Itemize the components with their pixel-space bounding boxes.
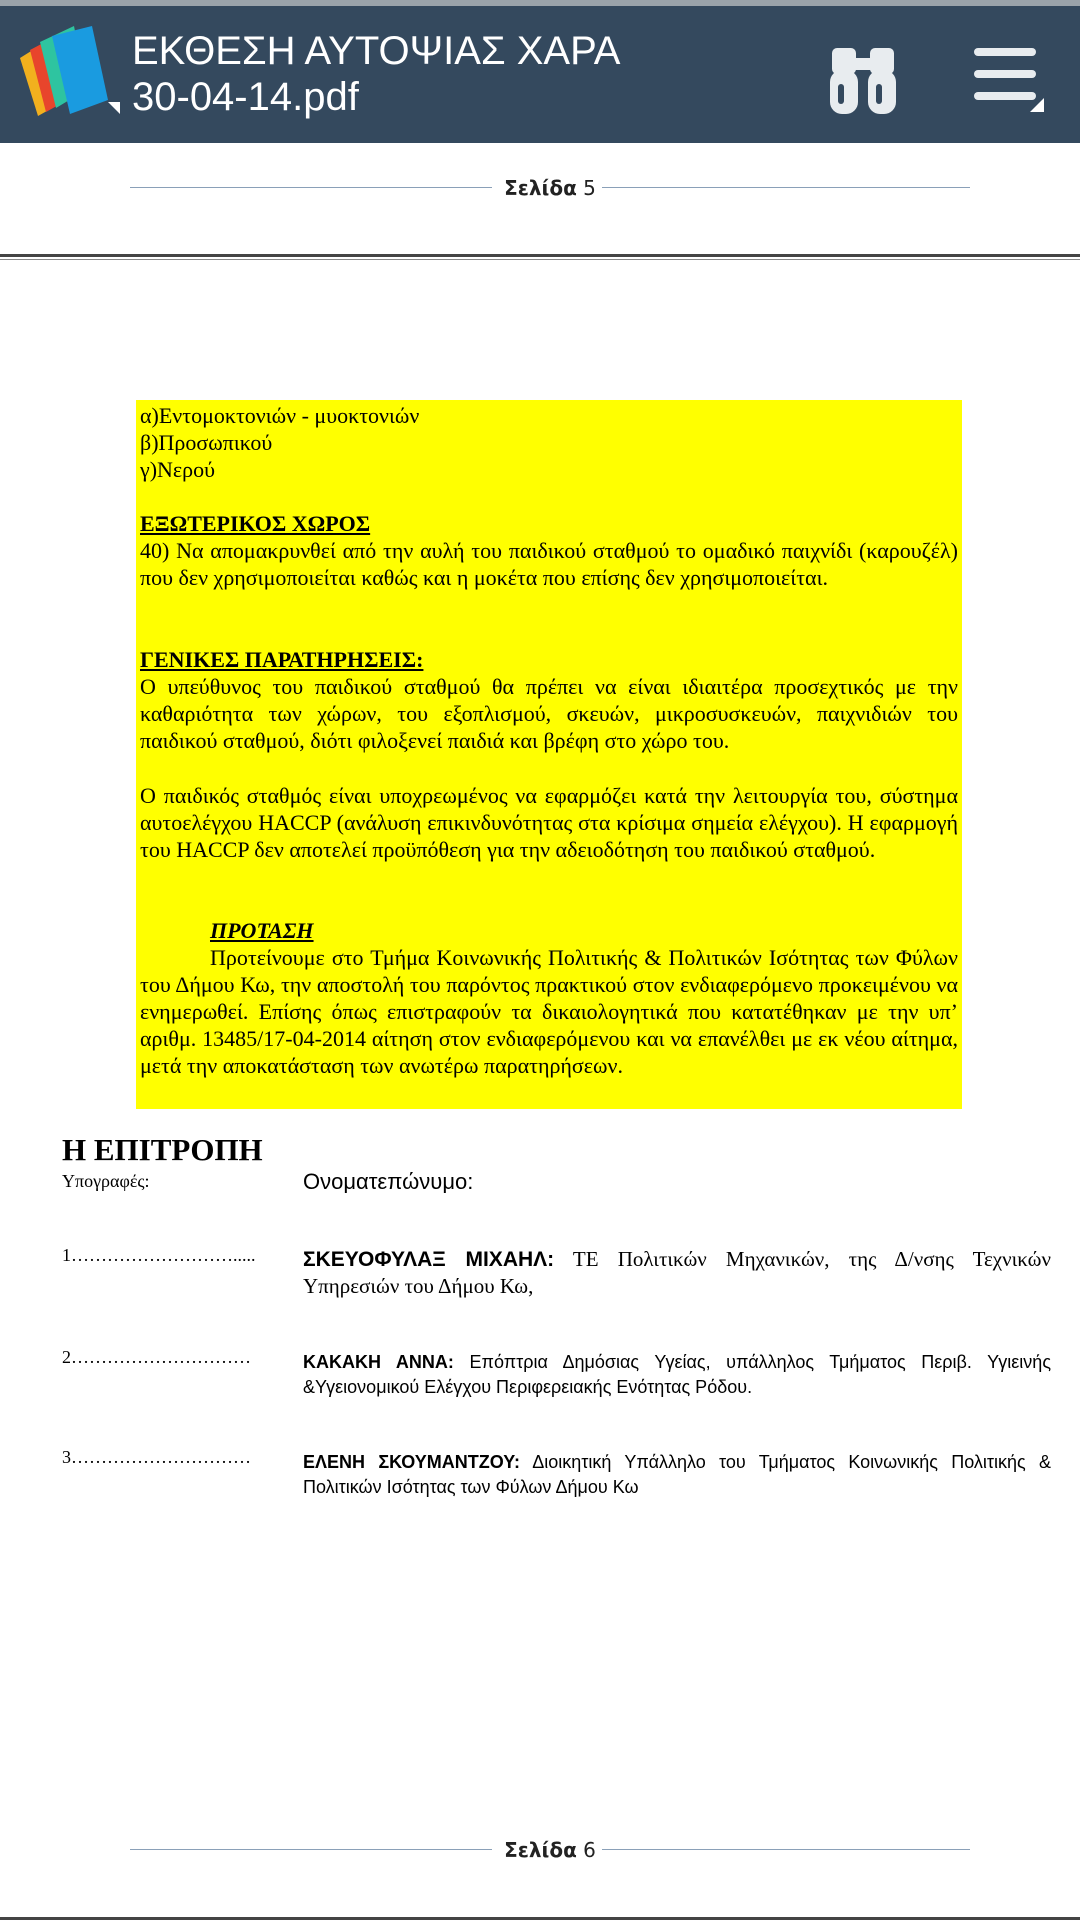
committee-member-3 [303, 1450, 1051, 1500]
page-label-6 [130, 1835, 970, 1865]
page-separator-shadow [0, 259, 1080, 260]
exterior-heading: ΕΞΩΤΕΡΙΚΟΣ ΧΩΡΟΣ [140, 511, 371, 536]
proposal-section [140, 917, 958, 1079]
page-number: 5 [583, 176, 596, 200]
proposal-heading: ΠΡΟΤΑΣΗ [210, 918, 314, 943]
page-number: 6 [583, 1838, 596, 1862]
polaris-office-logo[interactable] [12, 20, 122, 120]
committee-member-1 [303, 1246, 1051, 1300]
signature-line-2: 2………………………… [62, 1347, 251, 1367]
exterior-text: 40) Να απομακρυνθεί από την αυλή του παιδικού σταθμού το ομαδικό παιχνίδι (καρουζέλ) που δεν χρησιμοποιείται καθώς και η μοκέτα που επίσης δεν χρησιμοποιείται. [140, 538, 958, 590]
member-name: ΕΛΕΝΗ ΣΚΟΥΜΑΝΤΖΟΥ: [303, 1452, 520, 1472]
list-item: α)Εντομοκτονιών - μυοκτονιών [140, 403, 420, 428]
page-word: Σελίδα [504, 1838, 577, 1862]
page-label-5 [130, 173, 970, 203]
proposal-text: Προτείνουμε στο Τμήμα Κοινωνικής Πολιτικής & Πολιτικών Ισότητας των Φύλων του Δήμου Κω, την αποστολή του παρόντος πρακτικού στον ενδιαφερόμενο προκειμένου να ενημερωθεί. Επίσης όπως επιστραφούν τα δικαιολογητικά που κατατέθηκαν με την υπ’ αριθμ. 13485/17-04-2014 αίτηση στον ενδιαφερόμενου και να επανέλθει με εκ νέου αίτημα, μετά την αποκατάσταση των ανωτέρω παρατηρήσεων. [140, 945, 958, 1078]
signatures-label: Υπογραφές: [62, 1171, 150, 1191]
document-title-line2: 30-04-14.pdf [132, 75, 359, 119]
document-title [132, 28, 652, 120]
committee-heading: Η ΕΠΙΤΡΟΠΗ [62, 1132, 263, 1167]
page-label-text [130, 173, 970, 203]
general-section [140, 646, 958, 754]
binoculars-icon[interactable] [828, 44, 898, 116]
signature-line-3: 3………………………… [62, 1447, 251, 1467]
document-title-line1: ΕΚΘΕΣΗ ΑΥΤΟΨΙΑΣ ΧΑΡΑ [132, 29, 621, 73]
member-role: Επόπτρια Δημόσιας Υγείας, υπάλληλος Τμήματος Περιβ. Υγιεινής &Υγειονομικού Ελέγχου Περιφερειακής Ενότητας Ρόδου. [303, 1352, 1051, 1397]
exterior-section [140, 510, 958, 591]
page-separator [0, 254, 1080, 257]
general-heading: ΓΕΝΙΚΕΣ ΠΑΡΑΤΗΡΗΣΕΙΣ: [140, 647, 424, 672]
name-label: Ονοματεπώνυμο: [303, 1169, 474, 1194]
member-role: Διοικητική Υπάλληλο του Τμήματος Κοινωνικής Πολιτικής & Πολιτικών Ισότητας των Φύλων Δήμου Κω [303, 1452, 1051, 1497]
signature-line-1: 1………………………..... [62, 1245, 256, 1265]
list-item: γ)Νερού [140, 457, 216, 482]
page-word: Σελίδα [504, 176, 577, 200]
general-text-1: Ο υπεύθυνος του παιδικού σταθμού θα πρέπει να είναι ιδιαιτέρα προσεχτικός με την καθαριότητα των χώρων, του εξοπλισμού, σκευών, μικροσυσκευών, παιχνιδιών του παιδικού σταθμού, διότι φιλοξενεί παιδιά και βρέφη στο χώρο του. [140, 674, 958, 753]
general-text-2: Ο παιδικός σταθμός είναι υποχρεωμένος να εφαρμόζει κατά την λειτουργία του, σύστημα αυτοελέγχου HACCP (ανάλυση επικινδυνότητας στα κρίσιμα σημεία ελέγχου). Η εφαρμογή του HACCP δεν αποτελεί προϋπόθεση για την αδειοδότηση του παιδικού σταθμού. [140, 783, 958, 862]
list-item: β)Προσωπικού [140, 430, 273, 455]
member-name: ΣΚΕΥΟΦΥΛΑΞ ΜΙΧΑΗΛ: [303, 1248, 555, 1271]
hamburger-menu-icon[interactable] [972, 44, 1044, 114]
member-role: ΤΕ Πολιτικών Μηχανικών, της Δ/νσης Τεχνικών Υπηρεσιών του Δήμου Κω, [303, 1247, 1051, 1298]
committee-member-2 [303, 1350, 1051, 1400]
app-bar [0, 6, 1080, 143]
member-name: ΚΑΚΑΚΗ ΑΝΝΑ: [303, 1352, 454, 1372]
page-label-text [130, 1835, 970, 1865]
list-block [140, 402, 958, 483]
general-text-2-block [140, 782, 958, 863]
